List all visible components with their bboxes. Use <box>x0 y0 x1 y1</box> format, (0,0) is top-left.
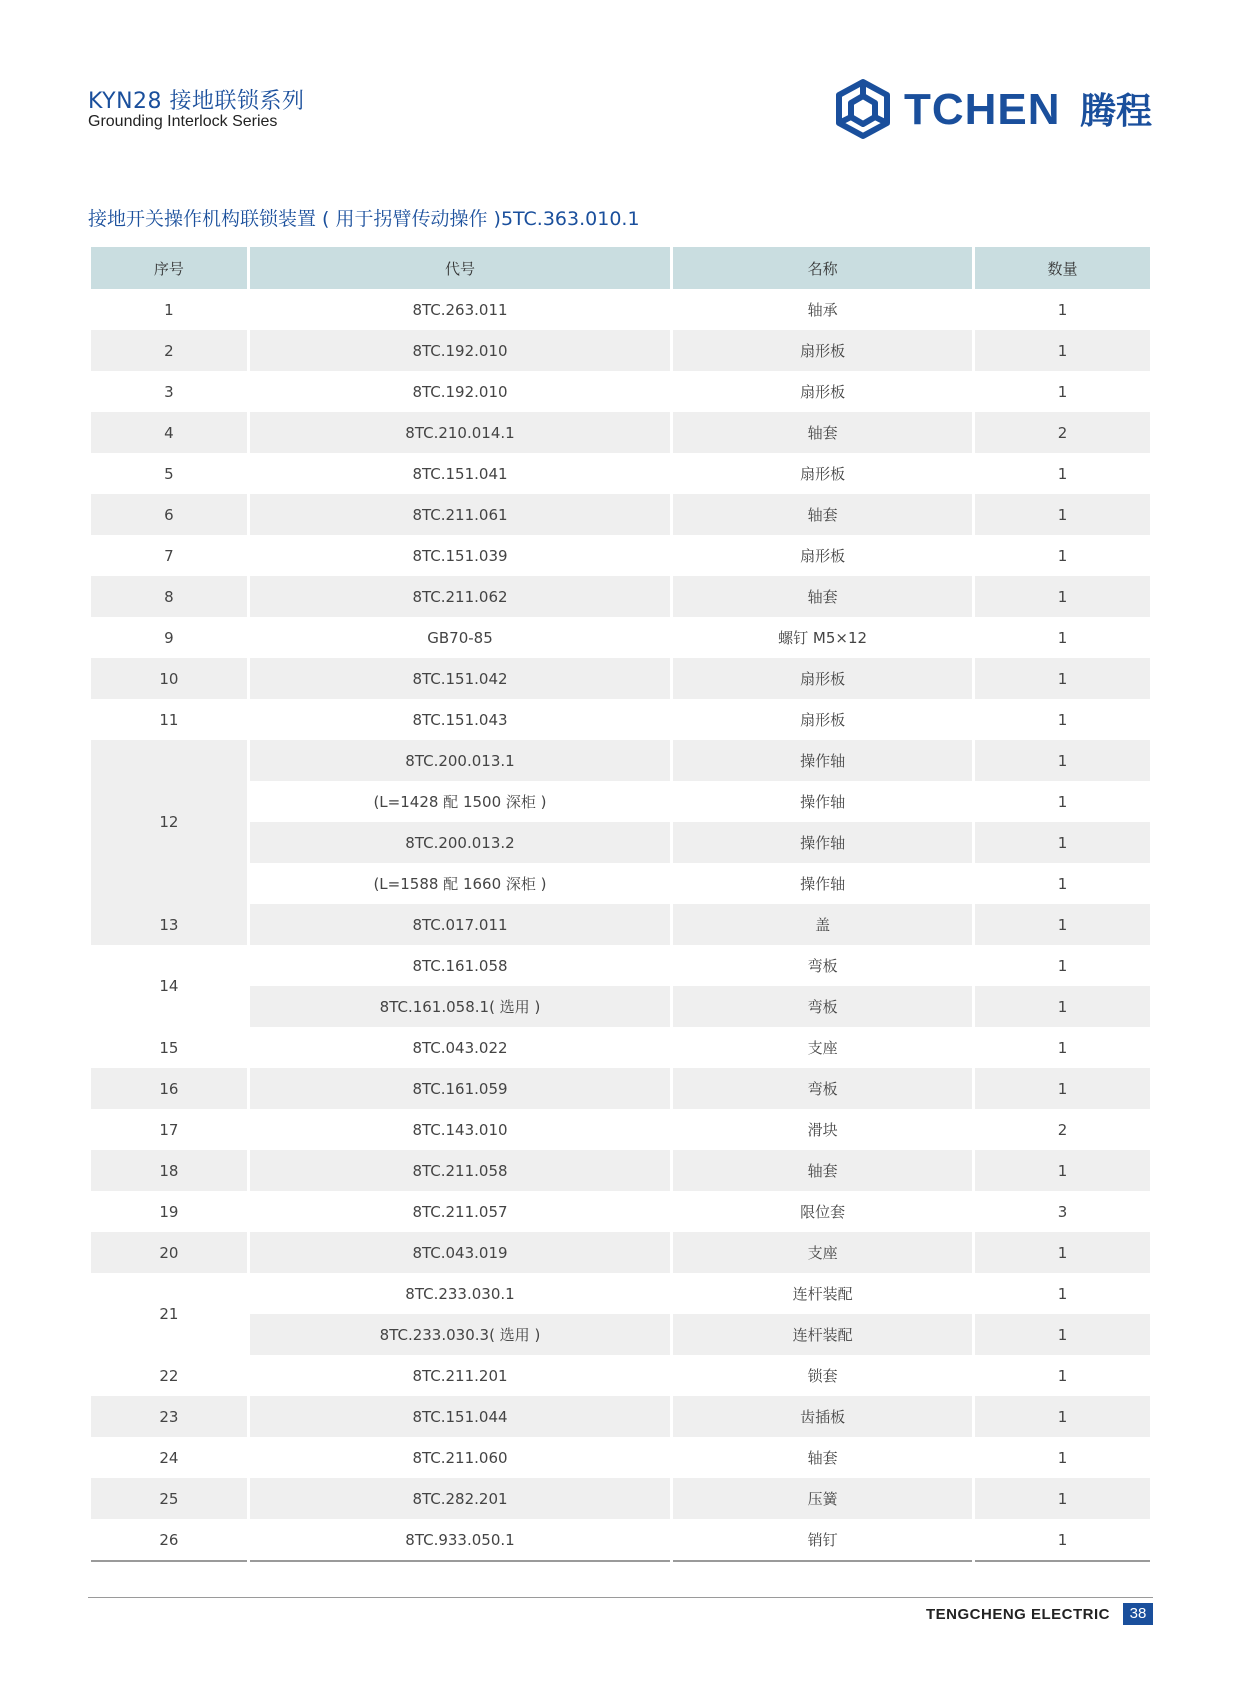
cell-code: 8TC.151.042 <box>250 658 670 699</box>
cell-code: 8TC.161.058 <box>250 945 670 986</box>
cell-no: 9 <box>91 617 247 658</box>
cell-name: 轴套 <box>673 494 972 535</box>
cell-no: 21 <box>91 1273 247 1355</box>
cell-name: 扇形板 <box>673 658 972 699</box>
cell-no: 5 <box>91 453 247 494</box>
cell-qty: 1 <box>975 1273 1150 1314</box>
cell-qty: 1 <box>975 371 1150 412</box>
cell-code: 8TC.200.013.2 <box>250 822 670 863</box>
cell-name: 操作轴 <box>673 822 972 863</box>
cell-no: 1 <box>91 289 247 330</box>
cell-no: 18 <box>91 1150 247 1191</box>
cell-code: 8TC.200.013.1 <box>250 740 670 781</box>
cell-no: 13 <box>91 904 247 945</box>
cell-qty: 1 <box>975 1150 1150 1191</box>
table-row <box>91 453 1150 494</box>
table-row <box>91 945 1150 986</box>
cell-no: 3 <box>91 371 247 412</box>
cell-name: 轴套 <box>673 412 972 453</box>
table-row <box>91 1314 1150 1355</box>
cell-name: 锁套 <box>673 1355 972 1396</box>
cell-no: 11 <box>91 699 247 740</box>
cell-qty: 1 <box>975 740 1150 781</box>
cell-name: 轴承 <box>673 289 972 330</box>
cell-no: 8 <box>91 576 247 617</box>
cell-qty: 1 <box>975 1519 1150 1562</box>
col-header-code: 代号 <box>250 247 670 289</box>
cell-code: 8TC.043.022 <box>250 1027 670 1068</box>
col-header-no: 序号 <box>91 247 247 289</box>
cell-name: 连杆装配 <box>673 1314 972 1355</box>
cell-qty: 1 <box>975 576 1150 617</box>
cell-code: 8TC.192.010 <box>250 330 670 371</box>
cell-name: 弯板 <box>673 1068 972 1109</box>
cell-no: 26 <box>91 1519 247 1562</box>
logo-wordmark: TCHEN <box>904 85 1061 134</box>
cell-qty: 1 <box>975 1355 1150 1396</box>
cell-qty: 1 <box>975 617 1150 658</box>
table-row <box>91 1109 1150 1150</box>
parts-table <box>88 247 1153 1562</box>
cell-name: 弯板 <box>673 945 972 986</box>
cell-name: 限位套 <box>673 1191 972 1232</box>
table-row <box>91 289 1150 330</box>
cell-code: 8TC.211.201 <box>250 1355 670 1396</box>
cell-qty: 2 <box>975 412 1150 453</box>
cell-code: 8TC.161.058.1( 选用 ) <box>250 986 670 1027</box>
cell-name: 滑块 <box>673 1109 972 1150</box>
cell-name: 压簧 <box>673 1478 972 1519</box>
series-title: KYN28 接地联锁系列 <box>88 89 305 114</box>
cell-code: 8TC.233.030.1 <box>250 1273 670 1314</box>
cell-qty: 1 <box>975 904 1150 945</box>
cell-qty: 1 <box>975 945 1150 986</box>
cell-name: 轴套 <box>673 576 972 617</box>
cell-qty: 1 <box>975 1437 1150 1478</box>
table-header-row <box>91 247 1150 289</box>
table-row <box>91 1273 1150 1314</box>
cell-name: 连杆装配 <box>673 1273 972 1314</box>
cell-name: 操作轴 <box>673 781 972 822</box>
cell-qty: 1 <box>975 535 1150 576</box>
footer-divider <box>88 1597 1153 1598</box>
cell-qty: 1 <box>975 1478 1150 1519</box>
table-row <box>91 863 1150 904</box>
col-header-name: 名称 <box>673 247 972 289</box>
table-row <box>91 576 1150 617</box>
cell-code: 8TC.017.011 <box>250 904 670 945</box>
cell-no: 7 <box>91 535 247 576</box>
table-row <box>91 1150 1150 1191</box>
cell-qty: 1 <box>975 289 1150 330</box>
table-row <box>91 740 1150 781</box>
cell-no: 16 <box>91 1068 247 1109</box>
table-row <box>91 1027 1150 1068</box>
cell-name: 轴套 <box>673 1150 972 1191</box>
cell-no: 20 <box>91 1232 247 1273</box>
cell-code: 8TC.211.058 <box>250 1150 670 1191</box>
cell-qty: 1 <box>975 1027 1150 1068</box>
cell-no: 14 <box>91 945 247 1027</box>
cell-name: 轴套 <box>673 1437 972 1478</box>
cell-code: 8TC.161.059 <box>250 1068 670 1109</box>
cell-qty: 1 <box>975 658 1150 699</box>
cell-no: 22 <box>91 1355 247 1396</box>
cell-qty: 1 <box>975 1068 1150 1109</box>
cell-code: 8TC.282.201 <box>250 1478 670 1519</box>
table-row <box>91 658 1150 699</box>
cell-qty: 3 <box>975 1191 1150 1232</box>
cell-name: 弯板 <box>673 986 972 1027</box>
cell-code: 8TC.233.030.3( 选用 ) <box>250 1314 670 1355</box>
footer-brand: TENGCHENG ELECTRIC <box>925 1606 1110 1623</box>
cell-no: 10 <box>91 658 247 699</box>
cell-code: GB70-85 <box>250 617 670 658</box>
cell-code: 8TC.210.014.1 <box>250 412 670 453</box>
cell-code: 8TC.933.050.1 <box>250 1519 670 1562</box>
cell-no: 12 <box>91 740 247 904</box>
table-row <box>91 1068 1150 1109</box>
cell-name: 螺钉 M5×12 <box>673 617 972 658</box>
col-header-qty: 数量 <box>975 247 1150 289</box>
page-number: 38 <box>1123 1603 1153 1625</box>
cell-name: 支座 <box>673 1232 972 1273</box>
cell-code: 8TC.043.019 <box>250 1232 670 1273</box>
cell-name: 支座 <box>673 1027 972 1068</box>
cell-code: 8TC.211.062 <box>250 576 670 617</box>
table-row <box>91 1437 1150 1478</box>
cell-no: 19 <box>91 1191 247 1232</box>
cell-code: 8TC.143.010 <box>250 1109 670 1150</box>
table-row <box>91 617 1150 658</box>
cell-code: 8TC.211.061 <box>250 494 670 535</box>
cell-code: 8TC.211.057 <box>250 1191 670 1232</box>
cell-code: (L=1588 配 1660 深柜 ) <box>250 863 670 904</box>
logo-mark-icon <box>832 78 894 142</box>
cell-name: 扇形板 <box>673 535 972 576</box>
table-row <box>91 494 1150 535</box>
cell-qty: 1 <box>975 822 1150 863</box>
cell-qty: 1 <box>975 1232 1150 1273</box>
cell-qty: 1 <box>975 1314 1150 1355</box>
table-row <box>91 1232 1150 1273</box>
cell-code: 8TC.263.011 <box>250 289 670 330</box>
tchen-logo <box>832 78 1158 144</box>
section-title: 接地开关操作机构联锁装置 ( 用于拐臂传动操作 )5TC.363.010.1 <box>88 208 640 230</box>
table-row <box>91 699 1150 740</box>
cell-name: 盖 <box>673 904 972 945</box>
table-row <box>91 1396 1150 1437</box>
series-subtitle: Grounding Interlock Series <box>88 113 278 130</box>
logo-chinese-name: 腾程 <box>1080 91 1153 132</box>
table-row <box>91 412 1150 453</box>
cell-no: 15 <box>91 1027 247 1068</box>
cell-no: 25 <box>91 1478 247 1519</box>
table-row <box>91 330 1150 371</box>
table-row <box>91 535 1150 576</box>
cell-name: 扇形板 <box>673 699 972 740</box>
cell-code: 8TC.151.039 <box>250 535 670 576</box>
table-row <box>91 1191 1150 1232</box>
cell-code: 8TC.211.060 <box>250 1437 670 1478</box>
cell-name: 扇形板 <box>673 453 972 494</box>
table-row <box>91 781 1150 822</box>
cell-qty: 1 <box>975 1396 1150 1437</box>
cell-qty: 1 <box>975 986 1150 1027</box>
cell-no: 6 <box>91 494 247 535</box>
cell-no: 4 <box>91 412 247 453</box>
cell-name: 操作轴 <box>673 863 972 904</box>
cell-code: 8TC.151.044 <box>250 1396 670 1437</box>
table-row <box>91 904 1150 945</box>
cell-name: 销钉 <box>673 1519 972 1562</box>
cell-name: 扇形板 <box>673 371 972 412</box>
cell-qty: 1 <box>975 863 1150 904</box>
cell-qty: 1 <box>975 781 1150 822</box>
cell-code: (L=1428 配 1500 深柜 ) <box>250 781 670 822</box>
cell-no: 2 <box>91 330 247 371</box>
cell-qty: 1 <box>975 699 1150 740</box>
cell-qty: 1 <box>975 494 1150 535</box>
cell-name: 操作轴 <box>673 740 972 781</box>
table-row <box>91 1519 1150 1562</box>
cell-qty: 1 <box>975 453 1150 494</box>
cell-name: 齿插板 <box>673 1396 972 1437</box>
cell-no: 23 <box>91 1396 247 1437</box>
table-row <box>91 986 1150 1027</box>
cell-no: 17 <box>91 1109 247 1150</box>
cell-code: 8TC.151.043 <box>250 699 670 740</box>
cell-qty: 1 <box>975 330 1150 371</box>
table-row <box>91 1355 1150 1396</box>
cell-code: 8TC.151.041 <box>250 453 670 494</box>
table-row <box>91 822 1150 863</box>
table-row <box>91 371 1150 412</box>
table-row <box>91 1478 1150 1519</box>
cell-code: 8TC.192.010 <box>250 371 670 412</box>
cell-name: 扇形板 <box>673 330 972 371</box>
cell-qty: 2 <box>975 1109 1150 1150</box>
cell-no: 24 <box>91 1437 247 1478</box>
